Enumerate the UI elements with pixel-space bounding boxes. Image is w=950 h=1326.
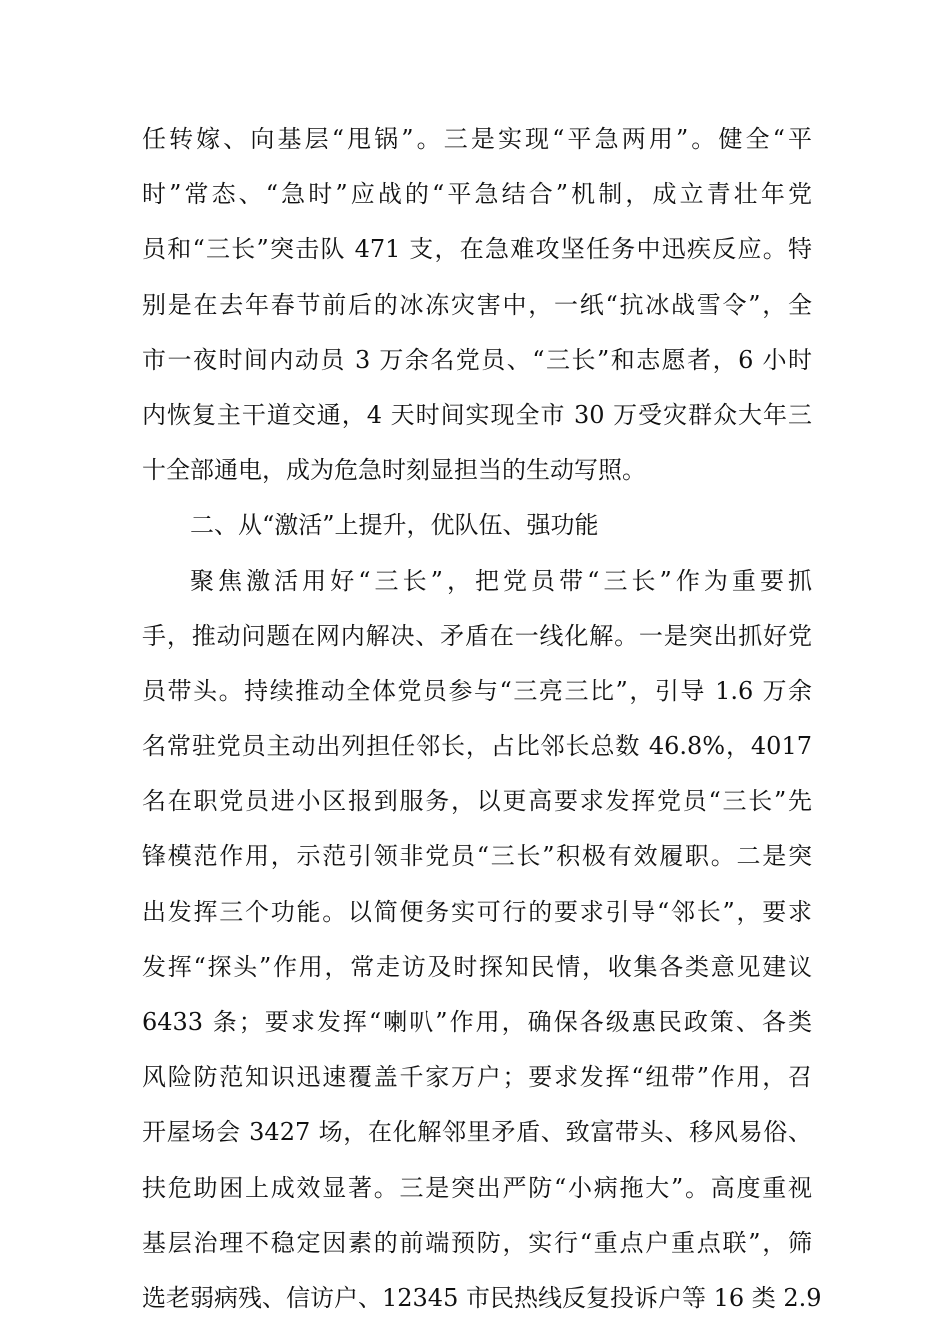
paragraph-2-line-2: 手，推动问题在网内解决、矛盾在一线化解。一是突出抓好党 — [142, 621, 812, 650]
paragraph-1-line-1: 任转嫁、向基层“甩锅”。三是实现“平急两用”。健全“平 — [142, 125, 812, 153]
paragraph-1-line-6: 内恢复主干道交通，4 天时间实现全市 30 万受灾群众大年三 — [142, 400, 812, 429]
paragraph-2-line-5: 名在职党员进小区报到服务，以更高要求发挥党员“三长”先 — [142, 787, 812, 816]
paragraph-2-line-11: 开屋场会 3427 场，在化解邻里矛盾、致富带头、移风易俗、 — [142, 1118, 812, 1147]
paragraph-2-line-13: 基层治理不稳定因素的前端预防，实行“重点户重点联”，筛 — [142, 1228, 812, 1257]
paragraph-2-line-12: 扶危助困上成效显著。三是突出严防“小病拖大”。高度重视 — [142, 1173, 812, 1202]
paragraph-2-line-8: 发挥“探头”作用，常走访及时探知民情，收集各类意见建议 — [142, 952, 812, 981]
paragraph-2-line-7: 出发挥三个功能。以简便务实可行的要求引导“邻长”，要求 — [142, 897, 812, 926]
paragraph-1-line-2: 时”常态、“急时”应战的“平急结合”机制，成立青壮年党 — [142, 180, 812, 209]
paragraph-2-line-6: 锋模范作用，示范引领非党员“三长”积极有效履职。二是突 — [142, 842, 812, 871]
paragraph-2-line-1: 聚焦激活用好“三长”，把党员带“三长”作为重要抓 — [190, 566, 812, 595]
paragraph-2-line-10: 风险防范知识迅速覆盖千家万户；要求发挥“纽带”作用，召 — [142, 1063, 812, 1092]
paragraph-1-line-7: 十全部通电，成为危急时刻显担当的生动写照。 — [142, 456, 646, 485]
paragraph-1-line-3: 员和“三长”突击队 471 支，在急难攻坚任务中迅疾反应。特 — [142, 235, 812, 264]
document-body — [142, 112, 822, 1326]
paragraph-2-line-4: 名常驻党员主动出列担任邻长，占比邻长总数 46.8%，4017 — [142, 732, 812, 761]
paragraph-2-line-14: 选老弱病残、信访户、12345 市民热线反复投诉户等 16 类 2.9 — [142, 1283, 822, 1312]
paragraph-2-line-9: 6433 条；要求发挥“喇叭”作用，确保各级惠民政策、各类 — [142, 1008, 812, 1036]
section-heading: 二、从“激活”上提升，优队伍、强功能 — [190, 511, 599, 540]
paragraph-2-line-3: 员带头。持续推动全体党员参与“三亮三比”，引导 1.6 万余 — [142, 676, 812, 705]
paragraph-1-line-5: 市一夜时间内动员 3 万余名党员、“三长”和志愿者，6 小时 — [142, 345, 812, 374]
paragraph-1-line-4: 别是在去年春节前后的冰冻灾害中，一纸“抗冰战雪令”，全 — [142, 290, 812, 319]
